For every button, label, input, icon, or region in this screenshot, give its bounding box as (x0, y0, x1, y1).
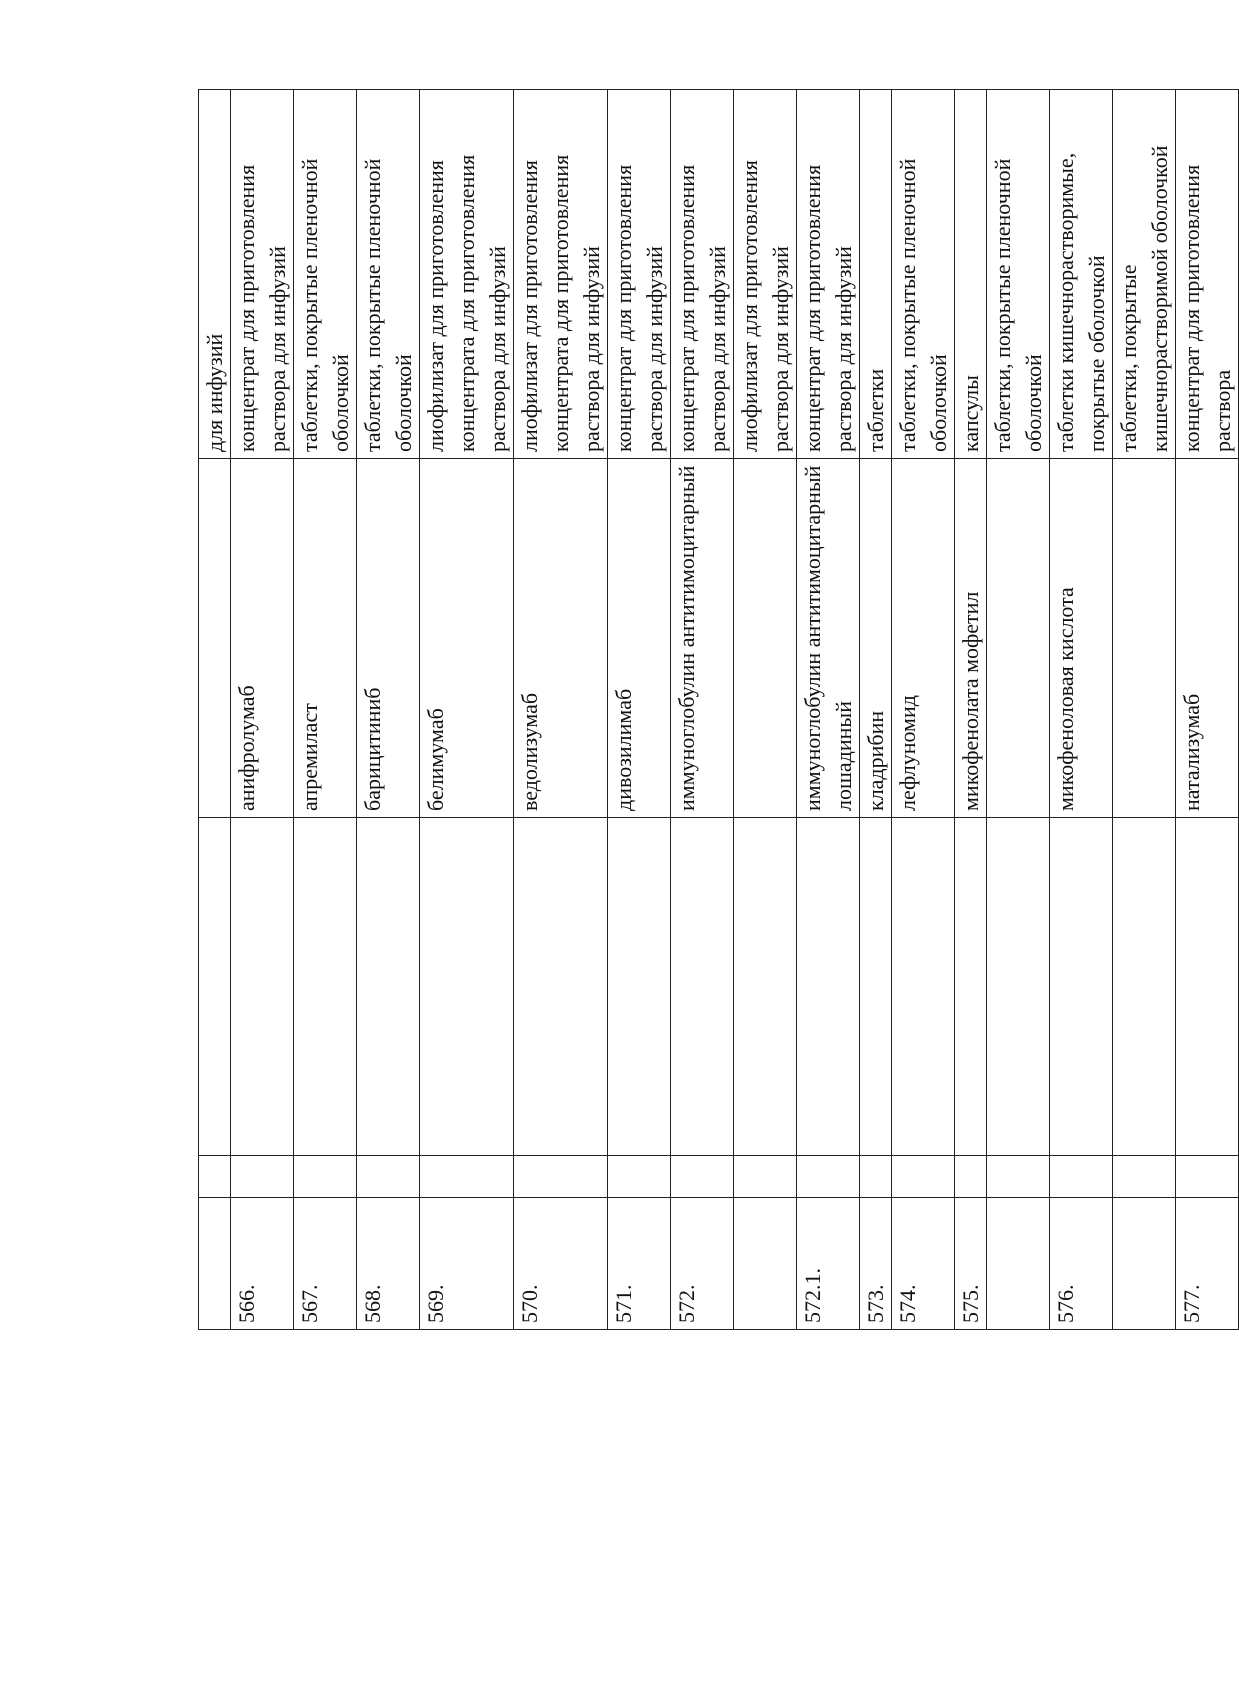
empty-cell (420, 1156, 514, 1198)
row-number (734, 1198, 797, 1330)
empty-cell (955, 1156, 987, 1198)
empty-cell (892, 818, 955, 1156)
drug-name: апремиласт (294, 459, 357, 818)
row-number: 574. (892, 1198, 955, 1330)
dosage-form: концентрат для приготовления раствора для инфузий (671, 90, 734, 459)
drug-name: иммуноглобулин антитимоцитарный (671, 459, 734, 818)
row-number: 569. (420, 1198, 514, 1330)
drug-name: ведолизумаб (514, 459, 608, 818)
row-number: 570. (514, 1198, 608, 1330)
drug-name: барицитиниб (357, 459, 420, 818)
dosage-form: таблетки, покрытые пленочной оболочкой (987, 90, 1050, 459)
empty-cell (892, 1156, 955, 1198)
row-number: 573. (860, 1198, 892, 1330)
empty-cell (1176, 1156, 1239, 1198)
empty-cell (671, 1156, 734, 1198)
drug-list-table (198, 89, 1239, 1330)
dosage-form: для инфузий (199, 90, 231, 459)
dosage-form: лиофилизат для приготовления концентрата для приготовления раствора для инфузий (514, 90, 608, 459)
empty-cell (357, 1156, 420, 1198)
table-row (231, 90, 294, 1330)
table-row (734, 90, 797, 1330)
drug-name (987, 459, 1050, 818)
empty-cell (231, 1156, 294, 1198)
dosage-form: таблетки, покрытые пленочной оболочкой (892, 90, 955, 459)
empty-cell (1113, 1156, 1176, 1198)
row-number: 571. (608, 1198, 671, 1330)
drug-name (734, 459, 797, 818)
empty-cell (671, 818, 734, 1156)
dosage-form: концентрат для приготовления раствора для инфузий (797, 90, 860, 459)
drug-name: кладрибин (860, 459, 892, 818)
dosage-form: таблетки (860, 90, 892, 459)
drug-name (1113, 459, 1176, 818)
row-number (1113, 1198, 1176, 1330)
row-number: 577. (1176, 1198, 1239, 1330)
table-row (955, 90, 987, 1330)
dosage-form: капсулы (955, 90, 987, 459)
row-number (199, 1198, 231, 1330)
table-row (357, 90, 420, 1330)
empty-cell (860, 818, 892, 1156)
empty-cell (1176, 818, 1239, 1156)
drug-name: микофенолата мофетил (955, 459, 987, 818)
dosage-form: таблетки, покрытые пленочной оболочкой (357, 90, 420, 459)
empty-cell (1050, 818, 1113, 1156)
empty-cell (1113, 818, 1176, 1156)
drug-name (199, 459, 231, 818)
drug-name: дивозилимаб (608, 459, 671, 818)
dosage-form: таблетки кишечнорастворимые, покрытые оболочкой (1050, 90, 1113, 459)
row-number: 572.1. (797, 1198, 860, 1330)
drug-name: лефлуномид (892, 459, 955, 818)
table-row (860, 90, 892, 1330)
row-number: 576. (1050, 1198, 1113, 1330)
table-row (294, 90, 357, 1330)
empty-cell (797, 1156, 860, 1198)
table-row (514, 90, 608, 1330)
empty-cell (514, 818, 608, 1156)
table-row (1113, 90, 1176, 1330)
drug-name: анифролумаб (231, 459, 294, 818)
empty-cell (514, 1156, 608, 1198)
empty-cell (987, 818, 1050, 1156)
row-number: 572. (671, 1198, 734, 1330)
empty-cell (294, 818, 357, 1156)
table-row (797, 90, 860, 1330)
dosage-form: концентрат для приготовления раствора (1176, 90, 1239, 459)
row-number: 575. (955, 1198, 987, 1330)
row-number: 566. (231, 1198, 294, 1330)
empty-cell (608, 818, 671, 1156)
dosage-form: таблетки, покрытые кишечнорастворимой оболочкой (1113, 90, 1176, 459)
empty-cell (955, 818, 987, 1156)
drug-name: микофеноловая кислота (1050, 459, 1113, 818)
table-row (420, 90, 514, 1330)
empty-cell (734, 1156, 797, 1198)
dosage-form: лиофилизат для приготовления концентрата для приготовления раствора для инфузий (420, 90, 514, 459)
table-row (987, 90, 1050, 1330)
table-row (1176, 90, 1239, 1330)
empty-cell (987, 1156, 1050, 1198)
table-row (1050, 90, 1113, 1330)
row-number: 567. (294, 1198, 357, 1330)
empty-cell (357, 818, 420, 1156)
table-row (892, 90, 955, 1330)
empty-cell (608, 1156, 671, 1198)
dosage-form: лиофилизат для приготовления раствора для инфузий (734, 90, 797, 459)
empty-cell (199, 1156, 231, 1198)
empty-cell (199, 818, 231, 1156)
dosage-form: концентрат для приготовления раствора для инфузий (608, 90, 671, 459)
empty-cell (1050, 1156, 1113, 1198)
row-number: 568. (357, 1198, 420, 1330)
empty-cell (231, 818, 294, 1156)
empty-cell (860, 1156, 892, 1198)
table-row (608, 90, 671, 1330)
empty-cell (294, 1156, 357, 1198)
drug-name: натализумаб (1176, 459, 1239, 818)
empty-cell (797, 818, 860, 1156)
rotated-table-wrapper (198, 90, 1235, 1330)
dosage-form: концентрат для приготовления раствора для инфузий (231, 90, 294, 459)
row-number (987, 1198, 1050, 1330)
table-row (199, 90, 231, 1330)
empty-cell (420, 818, 514, 1156)
drug-name: иммуноглобулин антитимоцитарный лошадиный (797, 459, 860, 818)
empty-cell (734, 818, 797, 1156)
drug-name: белимумаб (420, 459, 514, 818)
dosage-form: таблетки, покрытые пленочной оболочкой (294, 90, 357, 459)
table-row (671, 90, 734, 1330)
